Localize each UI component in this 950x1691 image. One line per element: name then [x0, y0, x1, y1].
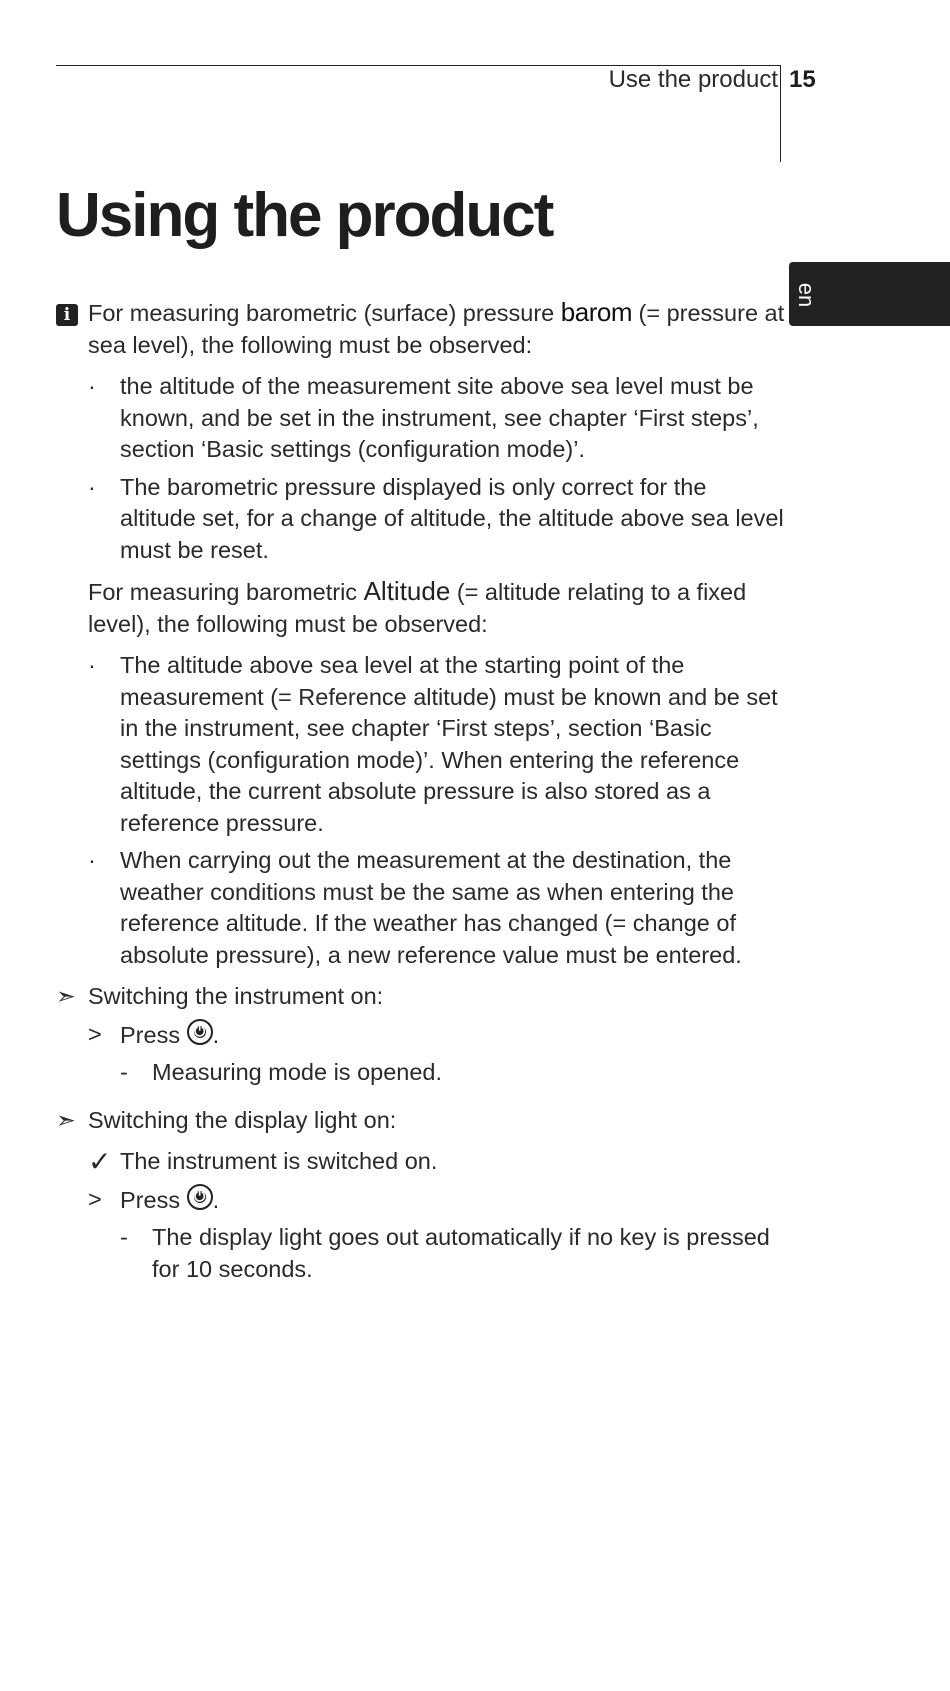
- result-marker: -: [120, 1059, 128, 1085]
- step-marker: >: [88, 1020, 102, 1047]
- bullet-dot: ·: [88, 373, 96, 399]
- header-vertical-rule: [780, 65, 781, 162]
- info-block-barom: [56, 297, 786, 361]
- language-tab: [789, 262, 950, 326]
- bullet-text: The altitude above sea level at the starting point of the measurement (= Reference altitude) must be known and be set in the instrument, see chapter ‘First steps’, section ‘Basic settings (configuration mode)’. When entering the reference altitude, the current absolute pressure is also stored as a reference pressure.: [120, 652, 778, 836]
- task-heading-text: Switching the instrument on:: [88, 983, 384, 1009]
- info-icon: i: [56, 304, 78, 326]
- page-title: Using the product: [56, 181, 553, 250]
- checkmark-icon: ✓: [88, 1146, 112, 1177]
- task-heading-text: Switching the display light on:: [88, 1106, 397, 1133]
- step-item: > Press ⏻ .: [56, 1019, 786, 1052]
- step-marker: >: [88, 1185, 102, 1212]
- running-head: Use the product: [608, 66, 778, 93]
- bullet-text: The barometric pressure displayed is only correct for the altitude set, for a change of altitude, the altitude above sea level must be reset.: [120, 473, 784, 563]
- page-number: 15: [789, 66, 816, 93]
- keyword-barom: barom: [560, 297, 632, 327]
- task-heading: [56, 1105, 786, 1137]
- altitude-text-before: For measuring barometric: [88, 579, 358, 605]
- result-marker: -: [120, 1224, 128, 1250]
- step-text: Press: [120, 1186, 181, 1213]
- bullet-text: When carrying out the measurement at the destination, the weather conditions must be the same as when entering the reference altitude. If the weather has changed (= change of absolute pressure), a new reference value must be entered.: [120, 847, 742, 968]
- list-item: [56, 371, 786, 466]
- bullet-dot: ·: [88, 847, 96, 873]
- power-key-icon: [187, 1019, 213, 1045]
- result-item: [56, 1057, 786, 1089]
- result-text: Measuring mode is opened.: [152, 1059, 443, 1085]
- list-item: [56, 650, 786, 839]
- precondition-text: The instrument is switched on.: [120, 1148, 438, 1174]
- bullet-dot: ·: [88, 473, 96, 500]
- info-text-after: (= pressure at sea level), the following must be observed:: [88, 300, 785, 358]
- language-tab-label: en: [794, 282, 819, 308]
- keyword-altitude: Altitude: [363, 576, 451, 606]
- altitude-intro: [56, 576, 786, 640]
- altitude-text-after: (= altitude relating to a fixed level), the following must be observed:: [88, 579, 747, 637]
- precondition-item: [56, 1146, 786, 1178]
- task-arrow-icon: ➣: [56, 983, 76, 1009]
- list-item: [56, 472, 786, 567]
- task-arrow-icon: ➣: [56, 1106, 76, 1133]
- main-content: [56, 297, 786, 1285]
- step-text: Press: [120, 1021, 181, 1048]
- list-item: [56, 845, 786, 971]
- step-item: > Press ⏻ .: [56, 1184, 786, 1217]
- power-key-icon: [187, 1184, 213, 1210]
- result-item: [56, 1222, 786, 1285]
- bullet-dot: ·: [88, 652, 96, 678]
- task-heading: [56, 981, 786, 1013]
- info-text-before: For measuring barometric (surface) pressure: [88, 300, 555, 326]
- bullet-text: the altitude of the measurement site above sea level must be known, and be set in the instrument, see chapter ‘First steps’, section ‘Basic settings (configuration mode)’.: [120, 373, 759, 462]
- info-mark: [56, 297, 84, 329]
- result-text: The display light goes out automatically if no key is pressed for 10 seconds.: [152, 1224, 770, 1282]
